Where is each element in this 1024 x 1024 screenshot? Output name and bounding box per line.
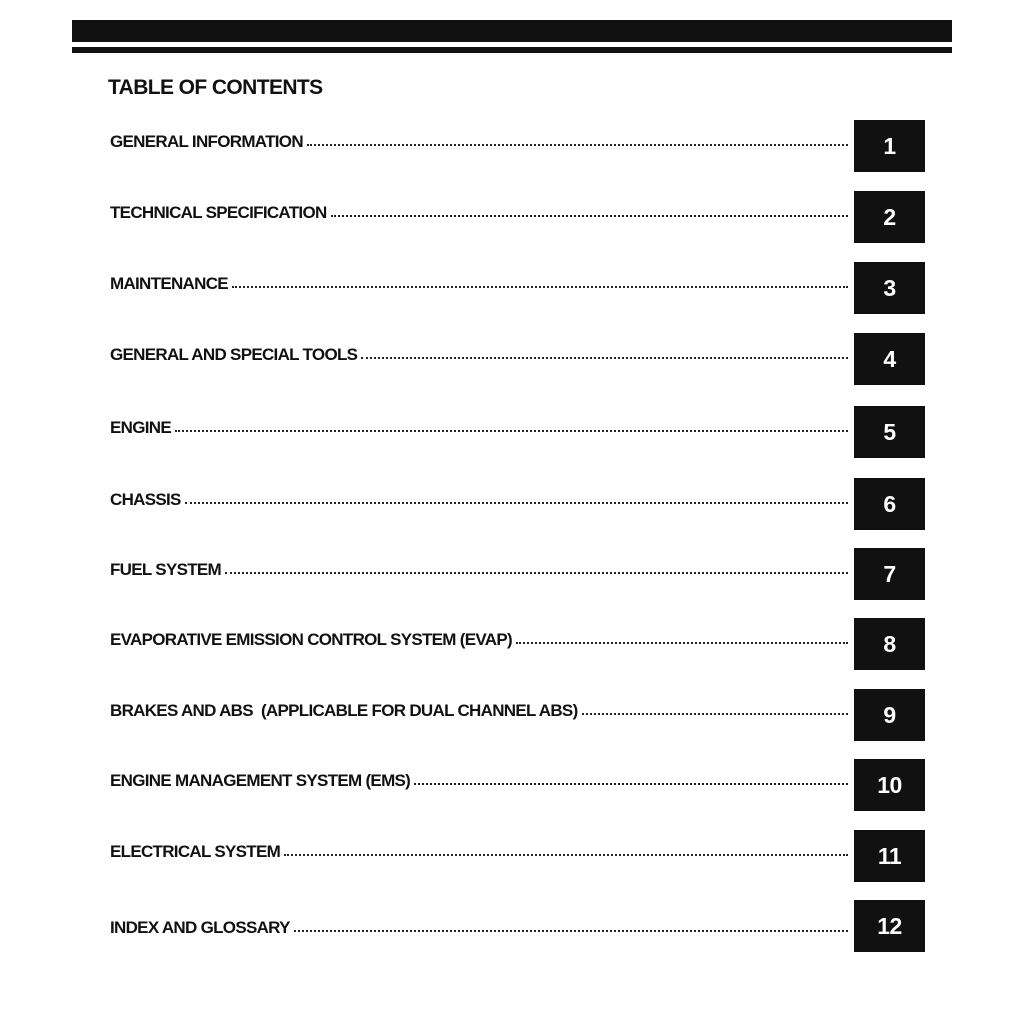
dot-leader <box>516 642 848 644</box>
section-number-tab[interactable]: 6 <box>854 478 925 530</box>
toc-entry-engine[interactable] <box>110 406 925 458</box>
section-number-tab[interactable]: 7 <box>854 548 925 600</box>
section-number-tab[interactable]: 1 <box>854 120 925 172</box>
section-number-tab[interactable]: 11 <box>854 830 925 882</box>
section-number-tab[interactable]: 5 <box>854 406 925 458</box>
toc-entry-label: CHASSIS <box>110 490 181 509</box>
page-title: TABLE OF CONTENTS <box>108 76 323 99</box>
section-number-tab[interactable]: 12 <box>854 900 925 952</box>
toc-entry-label: ENGINE MANAGEMENT SYSTEM (EMS) <box>110 771 411 790</box>
dot-leader <box>414 783 848 785</box>
toc-entry-index-and-glossary[interactable] <box>110 900 925 952</box>
toc-entry-label: TECHNICAL SPECIFICATION <box>110 203 327 222</box>
toc-entry-label: ELECTRICAL SYSTEM <box>110 842 281 861</box>
dot-leader <box>307 144 848 146</box>
dot-leader <box>225 572 848 574</box>
toc-entry-label: ENGINE <box>110 418 171 437</box>
toc-entry-label: MAINTENANCE <box>110 274 228 293</box>
dot-leader <box>284 854 848 856</box>
section-number-tab[interactable]: 8 <box>854 618 925 670</box>
section-number-tab[interactable]: 9 <box>854 689 925 741</box>
toc-entry-chassis[interactable] <box>110 478 925 530</box>
toc-entry-label: FUEL SYSTEM <box>110 560 222 579</box>
toc-entry-label: BRAKES AND ABS (APPLICABLE FOR DUAL CHANNEL ABS) <box>110 701 578 720</box>
toc-entry-label: INDEX AND GLOSSARY <box>110 918 290 937</box>
toc-entry-general-and-special-tools[interactable] <box>110 333 925 385</box>
toc-entry-label: EVAPORATIVE EMISSION CONTROL SYSTEM (EVAP) <box>110 630 512 649</box>
header-thick-rule <box>72 20 952 42</box>
section-number-tab[interactable]: 4 <box>854 333 925 385</box>
dot-leader <box>331 215 848 217</box>
dot-leader <box>185 502 848 504</box>
toc-entry-evap[interactable] <box>110 618 925 670</box>
dot-leader <box>232 286 848 288</box>
section-number-tab[interactable]: 10 <box>854 759 925 811</box>
toc-entry-electrical-system[interactable] <box>110 830 925 882</box>
toc-entry-fuel-system[interactable] <box>110 548 925 600</box>
dot-leader <box>582 713 848 715</box>
toc-entry-label: GENERAL INFORMATION <box>110 132 303 151</box>
header-thin-rule <box>72 47 952 53</box>
dot-leader <box>175 430 848 432</box>
toc-entry-maintenance[interactable] <box>110 262 925 314</box>
section-number-tab[interactable]: 2 <box>854 191 925 243</box>
dot-leader <box>294 930 848 932</box>
toc-entry-technical-specification[interactable] <box>110 191 925 243</box>
toc-entry-label: GENERAL AND SPECIAL TOOLS <box>110 345 358 364</box>
toc-entry-brakes-and-abs[interactable] <box>110 689 925 741</box>
toc-entry-engine-management-system[interactable] <box>110 759 925 811</box>
toc-entry-general-information[interactable] <box>110 120 925 172</box>
dot-leader <box>361 357 848 359</box>
section-number-tab[interactable]: 3 <box>854 262 925 314</box>
